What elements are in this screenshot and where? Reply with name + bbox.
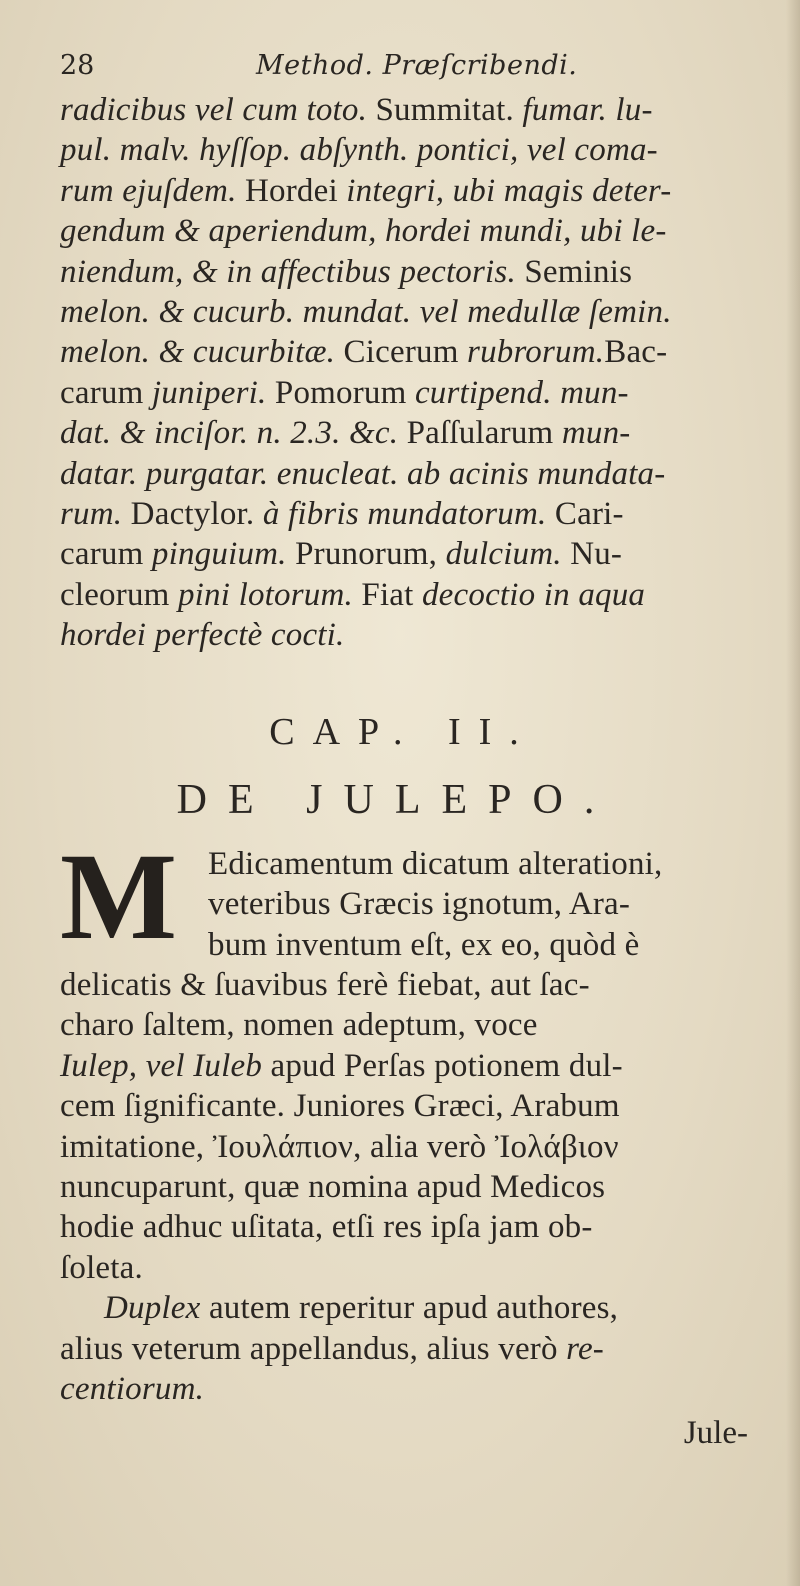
chapter-title: DE JULEPO. <box>176 776 616 823</box>
text-line: charo ſaltem, nomen adeptum, voce <box>60 1007 538 1044</box>
text-line: rum ejuſdem. Hordei integri, ubi magis deter- <box>60 172 672 209</box>
paragraph-ingredients <box>60 90 772 656</box>
text-line: gendum & aperiendum, hordei mundi, ubi le- <box>60 213 667 250</box>
text-line: hordei perfectè cocti. <box>60 617 345 654</box>
running-head <box>60 48 772 90</box>
text-line: imitatione, Ἰουλάπιον, alia verò Ἰολάβιον <box>60 1128 619 1165</box>
catchword-row <box>60 1409 772 1465</box>
text-line: melon. & cucurb. mundat. vel medullæ ſemin. <box>60 294 672 331</box>
text-line: Iulep, vel Iuleb apud Perſas potionem dul- <box>60 1047 623 1084</box>
text-line: hodie adhuc uſitata, etſi res ipſa jam ob- <box>60 1209 593 1246</box>
page-number: 28 <box>60 50 95 81</box>
paragraph-duplex <box>60 1288 772 1409</box>
text-line: pul. malv. hyſſop. abſynth. pontici, vel coma- <box>60 132 658 169</box>
text-line: radicibus vel cum toto. Summitat. fumar. lu- <box>60 92 653 128</box>
text-line: datar. purgatar. enucleat. ab acinis mundata- <box>60 455 666 492</box>
text-line: carum juniperi. Pomorum curtipend. mun- <box>60 374 629 411</box>
text-line: cem ſignificante. Juniores Græci, Arabum <box>60 1088 620 1125</box>
text-line: bum inventum eſt, ex eo, quòd è <box>208 926 640 963</box>
text-line: veteribus Græcis ignotum, Ara- <box>208 886 631 923</box>
text-line: Duplex autem reperitur apud authores, <box>104 1290 619 1327</box>
drop-cap-initial: M <box>60 827 178 965</box>
text-line: rum. Dactylor. à fibris mundatorum. Cari- <box>60 496 624 533</box>
text-line: nuncuparunt, quæ nomina apud Medicos <box>60 1168 606 1205</box>
text-line: alius veterum appellandus, alius verò re- <box>60 1330 604 1367</box>
text-line: delicatis & ſuavibus ferè fiebat, aut ſac- <box>60 966 590 1003</box>
paragraph-definition <box>60 827 772 1288</box>
text-line: melon. & cucurbitæ. Cicerum rubrorum.Bac- <box>60 334 668 371</box>
text-line: niendum, & in affectibus pectoris. Seminis <box>60 253 633 290</box>
text-line: ſoleta. <box>60 1249 143 1286</box>
text-line: carum pinguium. Prunorum, dulcium. Nu- <box>60 536 623 573</box>
running-title: Method. Præſcribendi. <box>256 50 578 81</box>
catchword: Jule- <box>683 1415 748 1452</box>
chapter-label: CAP. II. <box>269 710 537 753</box>
text-line: dat. & inciſor. n. 2.3. &c. Paſſularum mun- <box>60 415 631 452</box>
text-line: Edicamentum dicatum alterationi, <box>208 845 663 882</box>
text-line: centiorum. <box>60 1370 205 1407</box>
text-line: cleorum pini lotorum. Fiat decoctio in aqua <box>60 576 646 613</box>
